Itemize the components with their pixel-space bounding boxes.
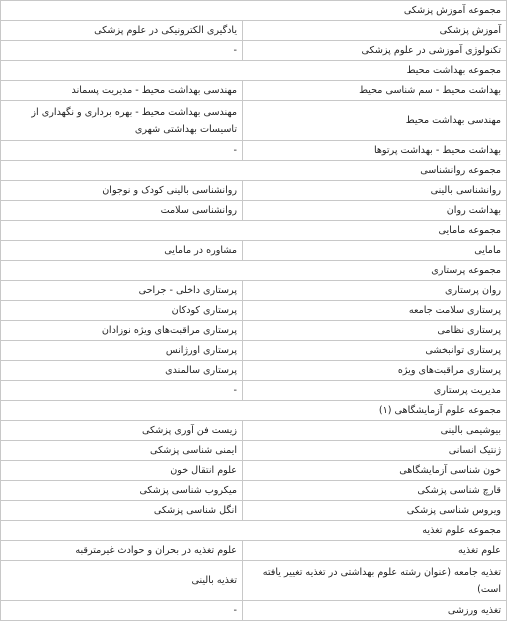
- category-heading: مجموعه علوم آزمایشگاهی (۱): [1, 401, 507, 421]
- field-name-cell: بهداشت روان: [243, 201, 507, 221]
- related-field-cell: پرستاری کودکان: [1, 301, 243, 321]
- category-heading: مجموعه بهداشت محیط: [1, 61, 507, 81]
- related-field-cell: یادگیری الکترونیکی در علوم پزشکی: [1, 21, 243, 41]
- category-heading: مجموعه مامایی: [1, 221, 507, 241]
- field-name-cell: تغذیه جامعه (عنوان رشته علوم بهداشتی در تغذیه تغییر یافته است): [243, 561, 507, 601]
- related-field-cell: علوم تغذیه در بحران و حوادث غیرمترقبه: [1, 541, 243, 561]
- table-row: [1, 281, 507, 301]
- related-field-cell: انگل شناسی پزشکی: [1, 501, 243, 521]
- related-field-cell: -: [1, 381, 243, 401]
- field-name-cell: پرستاری توانبخشی: [243, 341, 507, 361]
- related-field-cell: مهندسی بهداشت محیط - بهره برداری و نگهداری از تاسیسات بهداشتی شهری: [1, 101, 243, 141]
- table-row: [1, 101, 507, 141]
- table-row: [1, 321, 507, 341]
- related-field-cell: علوم انتقال خون: [1, 461, 243, 481]
- category-row: [1, 161, 507, 181]
- table-row: [1, 421, 507, 441]
- table-row: [1, 541, 507, 561]
- field-name-cell: خون شناسی آزمایشگاهی: [243, 461, 507, 481]
- related-field-cell: ایمنی شناسی پزشکی: [1, 441, 243, 461]
- related-field-cell: روانشناسی سلامت: [1, 201, 243, 221]
- table-row: [1, 601, 507, 621]
- related-field-cell: -: [1, 141, 243, 161]
- table-row: [1, 381, 507, 401]
- related-field-cell: تغذیه بالینی: [1, 561, 243, 601]
- related-field-cell: مشاوره در مامایی: [1, 241, 243, 261]
- field-name-cell: ویروس شناسی پزشکی: [243, 501, 507, 521]
- related-field-cell: مهندسی بهداشت محیط - مدیریت پسماند: [1, 81, 243, 101]
- table-row: [1, 201, 507, 221]
- field-table-body: [1, 1, 507, 621]
- category-heading: مجموعه علوم تغذیه: [1, 521, 507, 541]
- table-row: [1, 141, 507, 161]
- field-name-cell: علوم تغذیه: [243, 541, 507, 561]
- table-row: [1, 481, 507, 501]
- field-name-cell: روانشناسی بالینی: [243, 181, 507, 201]
- category-row: [1, 221, 507, 241]
- field-name-cell: بهداشت محیط - بهداشت پرتوها: [243, 141, 507, 161]
- field-name-cell: ژنتیک انسانی: [243, 441, 507, 461]
- category-heading: مجموعه آموزش پزشکی: [1, 1, 507, 21]
- category-row: [1, 401, 507, 421]
- related-field-cell: زیست فن آوری پزشکی: [1, 421, 243, 441]
- related-field-cell: میکروب شناسی پزشکی: [1, 481, 243, 501]
- field-name-cell: مدیریت پرستاری: [243, 381, 507, 401]
- related-field-cell: -: [1, 601, 243, 621]
- field-name-cell: تکنولوژی آموزشی در علوم پزشکی: [243, 41, 507, 61]
- field-name-cell: روان پرستاری: [243, 281, 507, 301]
- category-heading: مجموعه پرستاری: [1, 261, 507, 281]
- related-field-cell: -: [1, 41, 243, 61]
- table-row: [1, 21, 507, 41]
- table-row: [1, 81, 507, 101]
- related-field-cell: پرستاری مراقبت‌های ویژه نوزادان: [1, 321, 243, 341]
- field-name-cell: مامایی: [243, 241, 507, 261]
- field-name-cell: پرستاری نظامی: [243, 321, 507, 341]
- field-name-cell: مهندسی بهداشت محیط: [243, 101, 507, 141]
- table-row: [1, 361, 507, 381]
- field-name-cell: بیوشیمی بالینی: [243, 421, 507, 441]
- field-name-cell: بهداشت محیط - سم شناسی محیط: [243, 81, 507, 101]
- related-field-cell: روانشناسی بالینی کودک و نوجوان: [1, 181, 243, 201]
- field-name-cell: قارچ شناسی پزشکی: [243, 481, 507, 501]
- table-row: [1, 441, 507, 461]
- related-field-cell: پرستاری اورژانس: [1, 341, 243, 361]
- category-row: [1, 521, 507, 541]
- table-row: [1, 461, 507, 481]
- category-row: [1, 61, 507, 81]
- table-row: [1, 241, 507, 261]
- field-name-cell: آموزش پزشکی: [243, 21, 507, 41]
- table-row: [1, 561, 507, 601]
- field-name-cell: تغذیه ورزشی: [243, 601, 507, 621]
- related-field-cell: پرستاری سالمندی: [1, 361, 243, 381]
- table-row: [1, 341, 507, 361]
- category-row: [1, 1, 507, 21]
- table-row: [1, 41, 507, 61]
- table-row: [1, 301, 507, 321]
- field-name-cell: پرستاری سلامت جامعه: [243, 301, 507, 321]
- category-row: [1, 261, 507, 281]
- related-field-cell: پرستاری داخلی - جراحی: [1, 281, 243, 301]
- field-name-cell: پرستاری مراقبت‌های ویژه: [243, 361, 507, 381]
- table-row: [1, 181, 507, 201]
- category-heading: مجموعه روانشناسی: [1, 161, 507, 181]
- table-row: [1, 501, 507, 521]
